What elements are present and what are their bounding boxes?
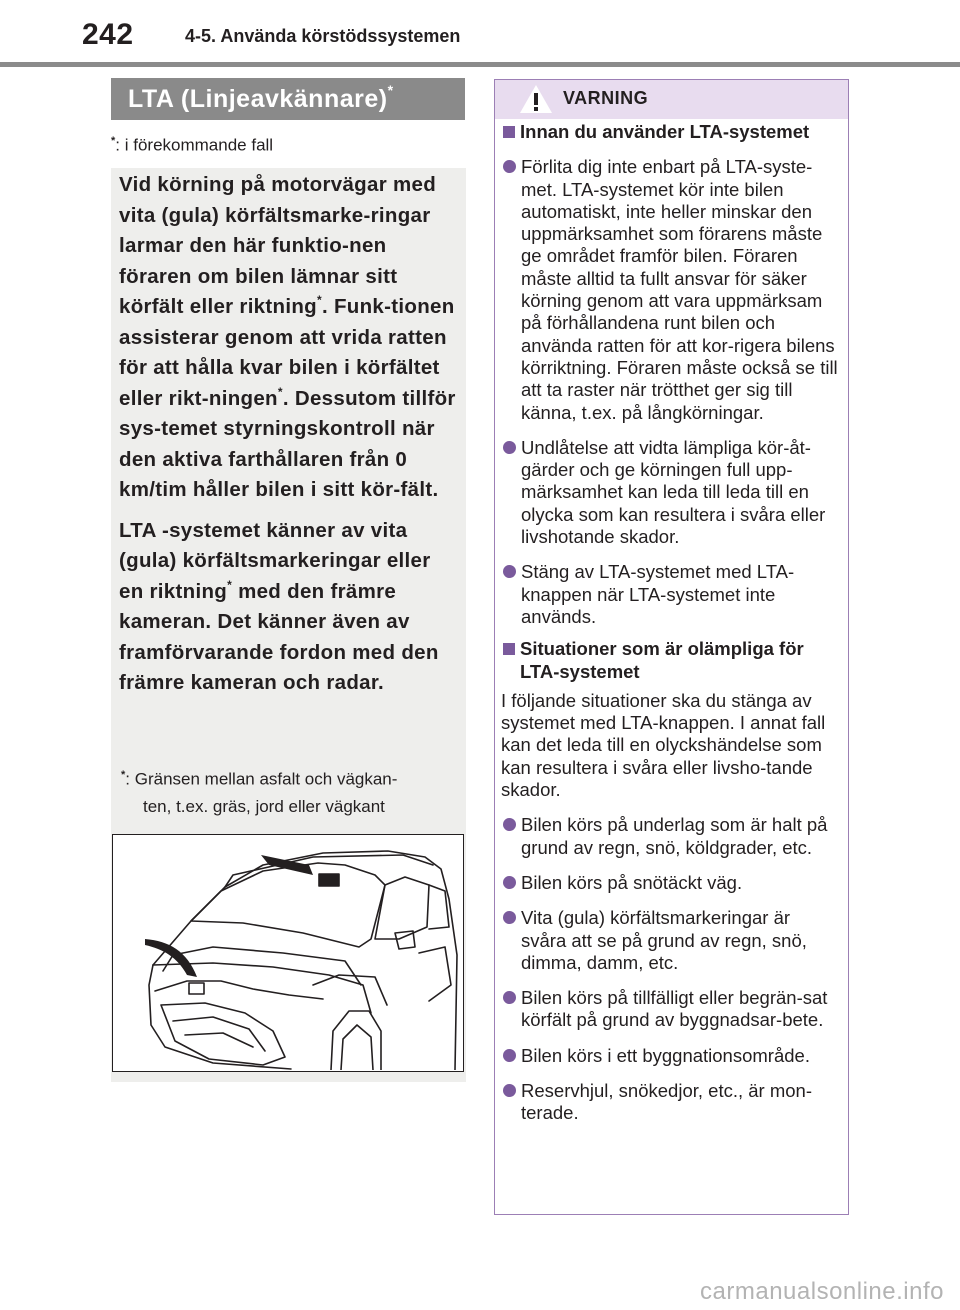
summary-text [119,170,457,699]
warning-section-heading: Situationer som är olämpliga för LTA-systemet [501,638,839,683]
grille-line [185,1033,253,1047]
summary-p1c: . Dessutom tillför sys-temet styrningskontroll när den aktiva farthållaren från 0 km/tim håller bilen i sitt kör-fält. [119,386,456,501]
watermark: carmanualsonline.info [700,1278,944,1305]
front-camera [319,874,339,886]
warning-bullet: Reservhjul, snökedjor, etc., är mon-terade. [501,1080,839,1125]
summary-mark: * [277,384,283,399]
warning-bullet: Bilen körs på tillfälligt eller begrän-sat körfält på grund av byggnadsar-bete. [501,987,839,1032]
front-wheel [331,1011,381,1070]
summary-footnote-line-2: ten, t.ex. gräs, jord eller vägkant [143,796,385,816]
warning-bullet: Stäng av LTA-systemet med LTA-knappen när LTA-systemet inte används. [501,561,839,628]
section-title [111,78,465,120]
chapter-title: 4-5. Använda körstödssystemen [185,26,461,46]
summary-p2b: med den främre kameran. Det känner även av framförvarande fordon med den främre kameran och radar. [119,579,439,694]
wheel-rim [341,1025,373,1070]
page-number: 242 [82,18,134,51]
footnote-text: : i förekommande fall [115,135,274,155]
section-title-mark: * [387,82,394,98]
warning-bullet: Bilen körs på snötäckt väg. [501,872,839,894]
warning-bullet: Vita (gula) körfältsmarkeringar är svåra att se på grund av regn, snö, dimma, damm, etc. [501,907,839,974]
summary-mark: * [227,577,233,592]
summary-footnote [121,762,461,820]
front-sensor [189,983,204,994]
rear-door [419,947,451,1001]
summary-footnote-line-1: : Gränsen mellan asfalt och vägkan- [125,769,398,789]
wheel-arch [313,975,387,1005]
warning-bullet: Förlita dig inte enbart på LTA-syste-met. LTA-systemet kör inte bilen automatiskt, inte heller minskar den uppmärksamhet som förarens måste ge området framför bilen. Föraren måste alltid ta fullt ansvar för säker körning genom att vara uppmärksam på förhållandena runt bilen och använda ratten för att kor-rigera bilens körriktning. Föraren måste också se till att ta raster när trötthet ger sig till känna, t.ex. på långkörningar. [501,156,839,424]
warning-body [501,121,839,1125]
windshield [191,863,385,947]
car-drawing [113,835,462,1070]
summary-p1a: Vid körning på motorvägar med vita (gula) körfältsmarke-ringar larmar den här funktio-nen föraren om bilen lämnar sitt körfält eller riktning [119,173,437,318]
summary-paragraph-1 [119,170,457,506]
warning-bullet: Bilen körs i ett byggnationsområde. [501,1045,839,1067]
side-window [375,877,429,939]
section-title-text: LTA (Linjeavkännare) [128,85,388,113]
summary-p1b: . Funk-tionen assisterar genom att vrida ratten för att hålla kvar bilen i körfältet eller rikt-ningen [119,295,455,410]
warning-bullet: Undlåtelse att vidta lämpliga kör-åt-gärder och ge körningen full upp-märksamhet kan leda till leda till en olycka som kan resultera i svåra eller livshotande skador. [501,437,839,548]
section-footnote [111,135,273,156]
rear-window [429,885,449,929]
summary-paragraph-2 [119,516,457,699]
warning-section-heading: Innan du använder LTA-systemet [501,121,839,143]
warning-title: VARNING [563,88,649,108]
front-grille [161,1003,285,1065]
summary-p2a: LTA -systemet känner av vita (gula) körfältsmarkeringar eller en riktning [119,518,431,603]
car-illustration [112,834,464,1072]
warning-paragraph: I följande situationer ska du stänga av systemet med LTA-knappen. I annat fall kan det leda till en olyckshändelse som kan resultera i svåra eller livsho-tande skador. [501,689,826,801]
summary-mark: * [316,293,322,307]
header-rule [0,62,960,67]
footnote-mark: * [111,135,116,147]
headlight-strip [155,981,323,999]
warning-triangle-icon [519,84,553,119]
car-roof-outline [153,851,457,1070]
warning-bullet: Bilen körs på underlag som är halt på grund av regn, snö, köldgrader, etc. [501,814,839,859]
summary-footnote-mark: * [121,769,126,781]
